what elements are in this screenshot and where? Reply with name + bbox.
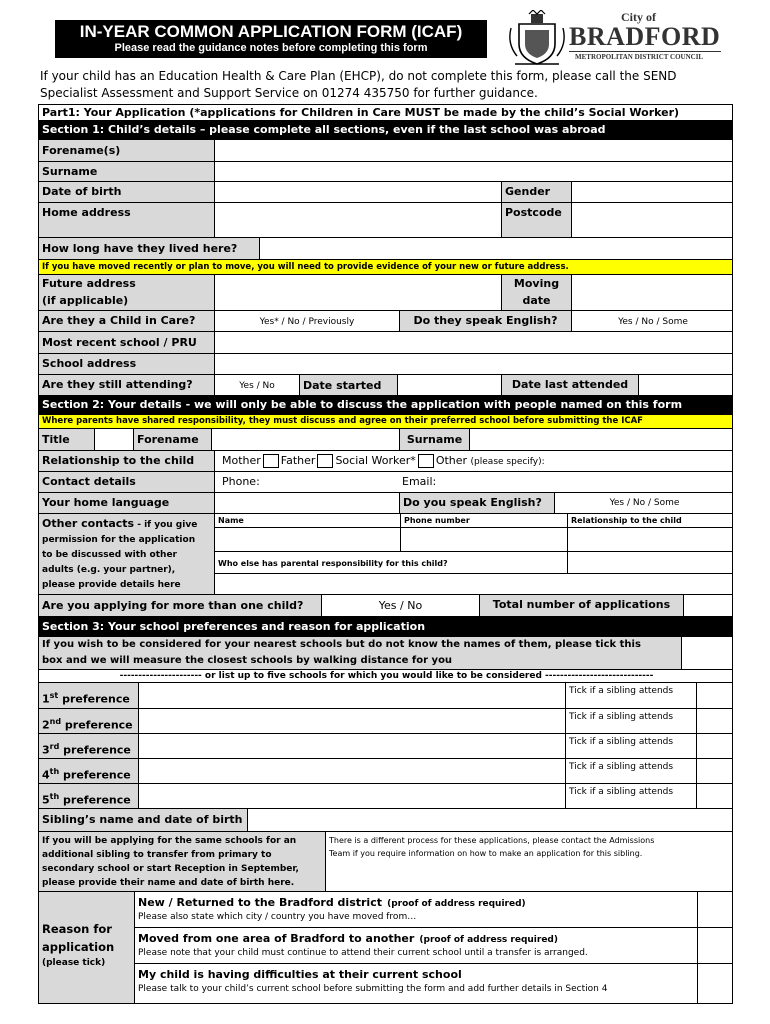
date-started-field[interactable] [397, 375, 501, 395]
nearest-schools-label: If you wish to be considered for your nearest schools but do not know the names of them, please tick this box and we will measure the closest schools by walking distance for you [42, 639, 641, 666]
phone-field[interactable]: Phone: [214, 472, 399, 492]
total-apps-label: Total number of applications [479, 595, 683, 616]
row-how-long [39, 238, 733, 260]
shared-responsibility-notice: Where parents have shared responsibility, they must discuss and agree on their preferred school before submitting the ICAF [39, 415, 733, 429]
section2-heading: Section 2: Your details - we will only be able to discuss the application with people named on this form [39, 396, 733, 415]
sibling-tick-label: Tick if a sibling attends [565, 759, 696, 783]
preference-3-label: 3rd preference [39, 734, 138, 758]
date-last-attended-label: Date last attended [501, 375, 638, 395]
move-notice: If you have moved recently or plan to move, you will need to provide evidence of your new or future address. [39, 260, 733, 275]
parent-forename-field[interactable] [211, 429, 399, 450]
parent-forename-label: Forename [133, 429, 211, 450]
form-title-banner [55, 20, 487, 58]
row-more-than-one [39, 595, 733, 617]
reason-difficulties-checkbox[interactable] [697, 964, 733, 1004]
home-address-field[interactable] [214, 203, 501, 237]
or-list-separator: ---------------------- or list up to five schools for which you would like to be considered ----------------------------- [39, 670, 733, 683]
coat-of-arms-icon [505, 10, 569, 68]
preference-5-sibling-checkbox[interactable] [696, 784, 733, 808]
still-attending-label: Are they still attending? [39, 375, 214, 395]
preference-5-field[interactable] [138, 784, 565, 808]
preference-2-field[interactable] [138, 709, 565, 733]
parental-resp-field[interactable] [567, 552, 733, 574]
row-surname [39, 162, 733, 182]
sibling-tick-label: Tick if a sibling attends [565, 784, 696, 808]
contact-relationship-field[interactable] [567, 528, 733, 552]
dob-field[interactable] [214, 182, 501, 202]
home-address-label: Home address [39, 203, 214, 237]
row-other-contacts [39, 514, 733, 595]
application-form [38, 104, 733, 1004]
col-name: Name [215, 514, 400, 528]
title-label: Title [39, 429, 94, 450]
parent-surname-field[interactable] [469, 429, 733, 450]
surname-label: Surname [39, 162, 214, 181]
more-than-one-options[interactable]: Yes / No [321, 595, 479, 616]
more-than-one-label: Are you applying for more than one child? [39, 595, 321, 616]
social-worker-checkbox[interactable] [418, 454, 434, 468]
nearest-schools-checkbox[interactable] [681, 637, 733, 669]
preference-1-field[interactable] [138, 683, 565, 708]
different-process-text: There is a different process for these applications, please contact the Admissions Team if you require information on how to make an application for this sibling. [325, 832, 733, 891]
moving-date-field[interactable] [571, 275, 733, 310]
sibling-tick-label: Tick if a sibling attends [565, 709, 696, 733]
school-address-label: School address [39, 354, 214, 374]
total-apps-field[interactable] [683, 595, 733, 616]
dob-label: Date of birth [39, 182, 214, 202]
reason-moved-within-bradford: Moved from one area of Bradford to another (proof of address required) Please note that your child must continue to attend their current school until a transfer is arranged. [135, 928, 733, 964]
preference-3-sibling-checkbox[interactable] [696, 734, 733, 758]
row-parent-name [39, 429, 733, 451]
row-relationship [39, 451, 733, 472]
other-contacts-label: Other contacts - if you give permission for the application to be discussed with other adults (e.g. your partner), please provide details here [39, 514, 214, 594]
row-child-in-care [39, 311, 733, 332]
future-address-label: Future address (if applicable) [39, 275, 214, 310]
sibling-tick-label: Tick if a sibling attends [565, 683, 696, 708]
row-school-address [39, 354, 733, 375]
row-dob [39, 182, 733, 203]
sibling-tick-label: Tick if a sibling attends [565, 734, 696, 758]
home-language-field[interactable] [214, 493, 399, 513]
date-started-label: Date started [299, 375, 397, 395]
row-sibling-info [39, 832, 733, 892]
row-home-address [39, 203, 733, 238]
child-in-care-options[interactable]: Yes* / No / Previously [214, 311, 399, 331]
part1-heading: Part1: Your Application (*applications for Children in Care MUST be made by the child’s Social Worker) [42, 106, 680, 119]
preference-4-sibling-checkbox[interactable] [696, 759, 733, 783]
gender-field[interactable] [571, 182, 733, 202]
logo-city-of: City of [621, 10, 656, 24]
future-address-field[interactable] [214, 275, 501, 310]
sibling-name-label: Sibling’s name and date of birth [39, 809, 247, 831]
reason-block [39, 892, 733, 1004]
how-long-label: How long have they lived here? [39, 238, 259, 259]
reason-moved-within-bradford-checkbox[interactable] [697, 928, 733, 963]
row-still-attending [39, 375, 733, 396]
home-language-label: Your home language [39, 493, 214, 513]
reason-difficulties: My child is having difficulties at their current school Please talk to your child’s current school before submitting the form and add further details in Section 4 [135, 964, 733, 1004]
parental-resp-label: Who else has parental responsibility for this child? [215, 552, 567, 574]
row-future-address [39, 275, 733, 311]
row-recent-school [39, 332, 733, 354]
row-sibling-name [39, 809, 733, 832]
section3-heading: Section 3: Your school preferences and reason for application [39, 617, 733, 637]
row-nearest-schools [39, 637, 733, 670]
speak-english-label: Do they speak English? [399, 311, 571, 331]
surname-field[interactable] [214, 162, 733, 181]
mother-checkbox[interactable] [263, 454, 279, 468]
relationship-label: Relationship to the child [39, 451, 214, 471]
preference-5-label: 5th preference [39, 784, 138, 808]
speak-english-options[interactable]: Yes / No / Some [571, 311, 733, 331]
forenames-field[interactable] [214, 140, 733, 161]
moving-date-label: Moving date [501, 275, 571, 310]
row-contact-details [39, 472, 733, 493]
relationship-options: Mother Father Social Worker* Other (please specify): [214, 451, 733, 471]
preference-row [39, 784, 733, 809]
forenames-label: Forename(s) [39, 140, 214, 161]
parent-surname-label: Surname [399, 429, 469, 450]
bradford-council-logo [505, 10, 727, 68]
logo-council: METROPOLITAN DISTRICT COUNCIL [575, 53, 704, 61]
form-subtitle: Please read the guidance notes before completing this form [114, 42, 428, 54]
row-forenames [39, 140, 733, 162]
sibling-name-field[interactable] [247, 809, 733, 831]
preference-row [39, 759, 733, 784]
contact-name-field[interactable] [215, 528, 400, 552]
reason-new-to-district: New / Returned to the Bradford district (proof of address required) Please also state which city / country you have moved from… [135, 892, 733, 928]
preference-2-sibling-checkbox[interactable] [696, 709, 733, 733]
reason-new-to-district-checkbox[interactable] [697, 892, 733, 927]
recent-school-label: Most recent school / PRU [39, 332, 214, 353]
logo-bradford: BRADFORD [569, 22, 721, 51]
preference-4-field[interactable] [138, 759, 565, 783]
section1-heading: Section 1: Child’s details – please complete all sections, even if the last school was abroad [39, 121, 733, 140]
sibling-info-text: If you will be applying for the same schools for an additional sibling to transfer from primary to secondary school or start Reception in September, please provide their name and date of birth here. [39, 832, 325, 891]
preference-row [39, 709, 733, 734]
ehcp-intro: If your child has an Education Health & Care Plan (EHCP), do not complete this form, please call the SEND Specialist Assessment and Support Service on 01274 435750 for further guidance. [40, 69, 677, 100]
school-address-field[interactable] [214, 354, 733, 374]
preference-3-field[interactable] [138, 734, 565, 758]
preference-row [39, 683, 733, 709]
email-field[interactable]: Email: [402, 475, 437, 488]
preference-1-label: 1st preference [39, 683, 138, 708]
preference-1-sibling-checkbox[interactable] [696, 683, 733, 708]
preference-row [39, 734, 733, 759]
form-title: IN-YEAR COMMON APPLICATION FORM (ICAF) [79, 22, 463, 41]
part1-row [39, 105, 733, 121]
father-checkbox[interactable] [317, 454, 333, 468]
col-phone: Phone number [400, 514, 567, 528]
contact-details-label: Contact details [39, 472, 214, 492]
you-speak-english-options[interactable]: Yes / No / Some [554, 493, 733, 513]
recent-school-field[interactable] [214, 332, 733, 353]
preference-2-label: 2nd preference [39, 709, 138, 733]
child-in-care-label: Are they a Child in Care? [39, 311, 214, 331]
other-contacts-table [214, 514, 733, 594]
postcode-label: Postcode [501, 203, 571, 237]
you-speak-english-label: Do you speak English? [399, 493, 554, 513]
col-relationship: Relationship to the child [567, 514, 733, 528]
reason-options [134, 892, 733, 1004]
title-field[interactable] [94, 429, 133, 450]
still-attending-options[interactable]: Yes / No [214, 375, 299, 395]
postcode-field[interactable] [571, 203, 733, 237]
row-home-language [39, 493, 733, 514]
contact-phone-field[interactable] [400, 528, 567, 552]
date-last-attended-field[interactable] [638, 375, 733, 395]
preference-4-label: 4th preference [39, 759, 138, 783]
gender-label: Gender [501, 182, 571, 202]
reason-label: Reason for application (please tick) [39, 892, 134, 1004]
how-long-field[interactable] [259, 238, 733, 259]
